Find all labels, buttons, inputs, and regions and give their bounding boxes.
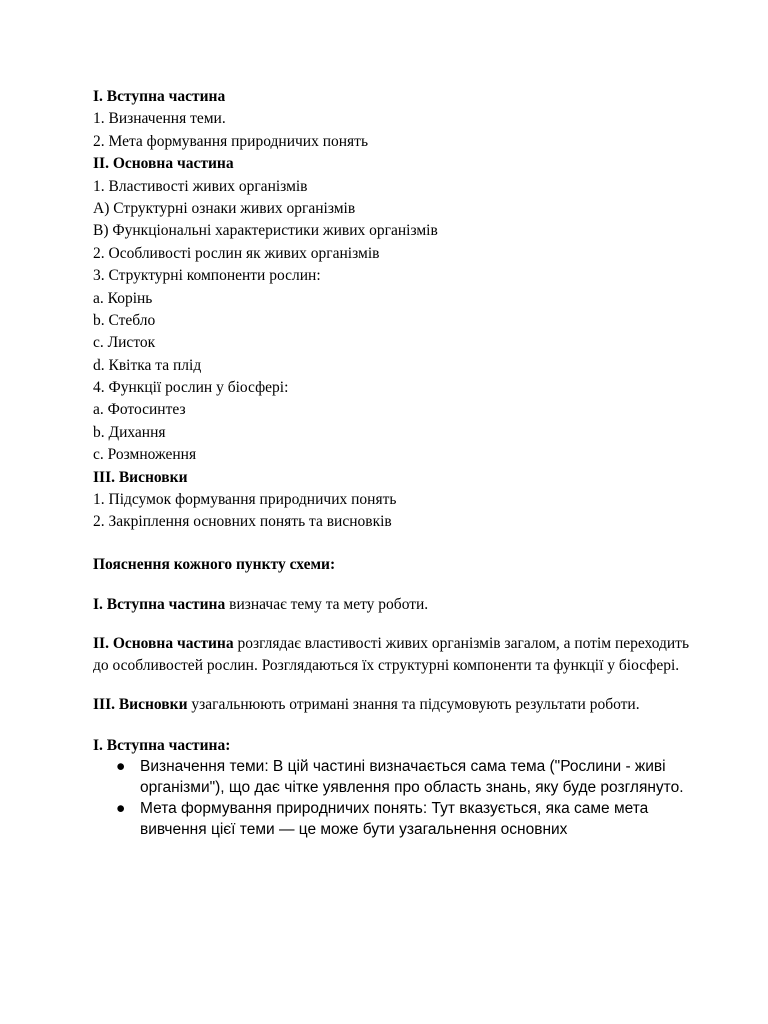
outline-item: b. Дихання xyxy=(93,423,166,441)
outline-item: b. Стебло xyxy=(93,311,156,329)
outline-item: 4. Функції рослин у біосфері: xyxy=(93,379,289,397)
outline-item: 2. Закріплення основних понять та висновків xyxy=(93,513,392,531)
paragraph-text: визначає тему та мету роботи. xyxy=(225,596,429,614)
paragraph-text: узагальнюють отримані знання та підсумовують результати роботи. xyxy=(187,696,640,714)
outline-heading-main: II. Основна частина xyxy=(93,155,234,173)
explanation-paragraph-main xyxy=(93,633,693,678)
outline-item: B) Функціональні характеристики живих організмів xyxy=(93,222,438,240)
outline-item: A) Структурні ознаки живих організмів xyxy=(93,199,356,217)
section-heading: I. Вступна частина: xyxy=(93,736,231,754)
bullet-list xyxy=(93,757,693,840)
outline xyxy=(93,86,693,534)
outline-heading-intro: I. Вступна частина xyxy=(93,88,226,105)
outline-item: c. Розмноження xyxy=(93,446,197,464)
paragraph-lead: III. Висновки xyxy=(93,696,188,714)
outline-item: a. Фотосинтез xyxy=(93,401,186,419)
list-item xyxy=(93,757,693,798)
explanation-heading: Пояснення кожного пункту схеми: xyxy=(93,555,336,573)
outline-item: 2. Особливості рослин як живих організмів xyxy=(93,244,380,262)
outline-item: 1. Визначення теми. xyxy=(93,110,226,128)
paragraph-text: розглядає властивості живих організмів загалом, а потім переходить до особливостей рослин. Розглядаються їх структурні компоненти та функції у біосфері. xyxy=(93,634,690,675)
outline-item: 1. Підсумок формування природничих понять xyxy=(93,491,397,509)
outline-item: a. Корінь xyxy=(93,289,153,307)
outline-item: d. Квітка та плід xyxy=(93,356,202,374)
list-item-text: Мета формування природничих понять: Тут вказується, яка саме мета вивчення цієї теми — це може бути узагальнення основних xyxy=(140,800,649,838)
bullet-icon: ● xyxy=(116,800,126,818)
document-page xyxy=(93,86,693,841)
bullet-icon: ● xyxy=(116,758,126,776)
explanation-paragraph-intro xyxy=(93,594,693,616)
outline-item: 1. Властивості живих організмів xyxy=(93,177,308,195)
outline-heading-conclusions: III. Висновки xyxy=(93,468,188,486)
outline-item: c. Листок xyxy=(93,334,156,352)
list-item-text: Визначення теми: В цій частині визначається сама тема ("Рослини - живі організми"), що дає чітке уявлення про область знань, яку буде розглянуто. xyxy=(140,758,684,796)
outline-item: 3. Структурні компоненти рослин: xyxy=(93,267,321,285)
list-item xyxy=(93,799,693,840)
paragraph-lead: I. Вступна частина xyxy=(93,596,226,614)
paragraph-lead: II. Основна частина xyxy=(93,634,234,652)
explanation-paragraph-conclusions xyxy=(93,694,693,716)
outline-item: 2. Мета формування природничих понять xyxy=(93,132,369,150)
